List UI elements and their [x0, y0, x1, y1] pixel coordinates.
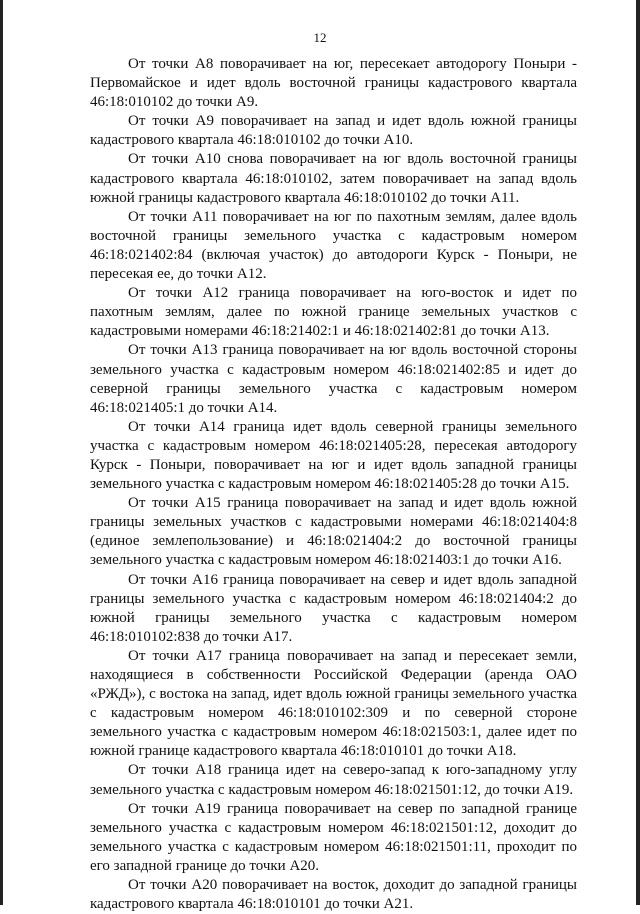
paragraph-a12: От точки А12 граница поворачивает на юго-восток и идет по пахотным землям, далее по южной границе земельных участков с кадастровыми номерами 46:18:21402:1 и 46:18:021402:81 до точки А13. — [90, 285, 577, 340]
paragraph-a19: От точки А19 граница поворачивает на север по западной границе земельного участка с кадастровым номером 46:18:021501:12, доходит до земельного участка с кадастровым номером 46:18:021501:11, проходит по его западной границе до точки А20. — [90, 800, 577, 874]
paragraph-a18: От точки А18 граница идет на северо-запад к юго-западному углу земельного участка с кадастровым номером 46:18:021501:12, до точки А19. — [90, 762, 577, 798]
page-number: 12 — [313, 30, 327, 45]
document-body — [90, 55, 577, 914]
paragraph-a8: От точки А8 поворачивает на юг, пересекает автодорогу Поныри - Первомайское и идет вдоль восточной границы кадастрового квартала 46:18:010102 до точки А9. — [90, 56, 577, 111]
paragraph-a11: От точки А11 поворачивает на юг по пахотным землям, далее вдоль восточной границы земельного участка с кадастровым номером 46:18:021402:84 (включая участок) до автодороги Курск - Поныри, не пересекая ее, до точки А12. — [90, 208, 577, 283]
paragraph-a14: От точки А14 граница идет вдоль северной границы земельного участка с кадастровым номером 46:18:021405:28, пересекая автодорогу Курск - Поныри, поворачивает на юг и идет вдоль западной границы земельного участка с кадастровым номером 46:18:021405:28 до точки А15. — [90, 418, 577, 493]
paragraph-a20: От точки А20 поворачивает на восток, доходит до западной границы кадастрового квартала 46:18:010101 до точки А21. — [90, 877, 577, 913]
paragraph-a17: От точки А17 граница поворачивает на запад и пересекает земли, находящиеся в собственности Российской Федерации (аренда ОАО «РЖД»), с востока на запад, идет вдоль южной границы земельного участка с кадастровым номером 46:18:010102:309 и по северной стороне земельного участка с кадастровым номером 46:18:021503:1, далее идет по южной границе кадастрового квартала 46:18:010101 до точки А18. — [90, 647, 577, 760]
paragraph-a13: От точки А13 граница поворачивает на юг вдоль восточной стороны земельного участка с кадастровым номером 46:18:021402:85 и идет до северной границы земельного участка с кадастровым номером 46:18:021405:1 до точки А14. — [90, 342, 577, 416]
paragraph-a9: От точки А9 поворачивает на запад и идет вдоль южной границы кадастрового квартала 46:18:010102 до точки А10. — [90, 113, 577, 149]
paragraph-a15: От точки А15 граница поворачивает на запад и идет вдоль южной границы земельных участков с кадастровыми номерами 46:18:021404:8 (единое землепользование) и 46:18:021404:2 до восточной границы земельного участка с кадастровым номером 46:18:021403:1 до точки А16. — [90, 495, 577, 569]
paragraph-a16: От точки А16 граница поворачивает на север и идет вдоль западной границы земельного участка с кадастровым номером 46:18:021404:2 до южной границы земельного участка с кадастровым номером 46:18:010102:838 до точки А17. — [90, 571, 577, 645]
paragraph-a10: От точки А10 снова поворачивает на юг вдоль восточной границы кадастрового квартала 46:18:010102, затем поворачивает на запад вдоль южной границы кадастрового квартала 46:18:010102 до точки А11. — [90, 151, 577, 206]
